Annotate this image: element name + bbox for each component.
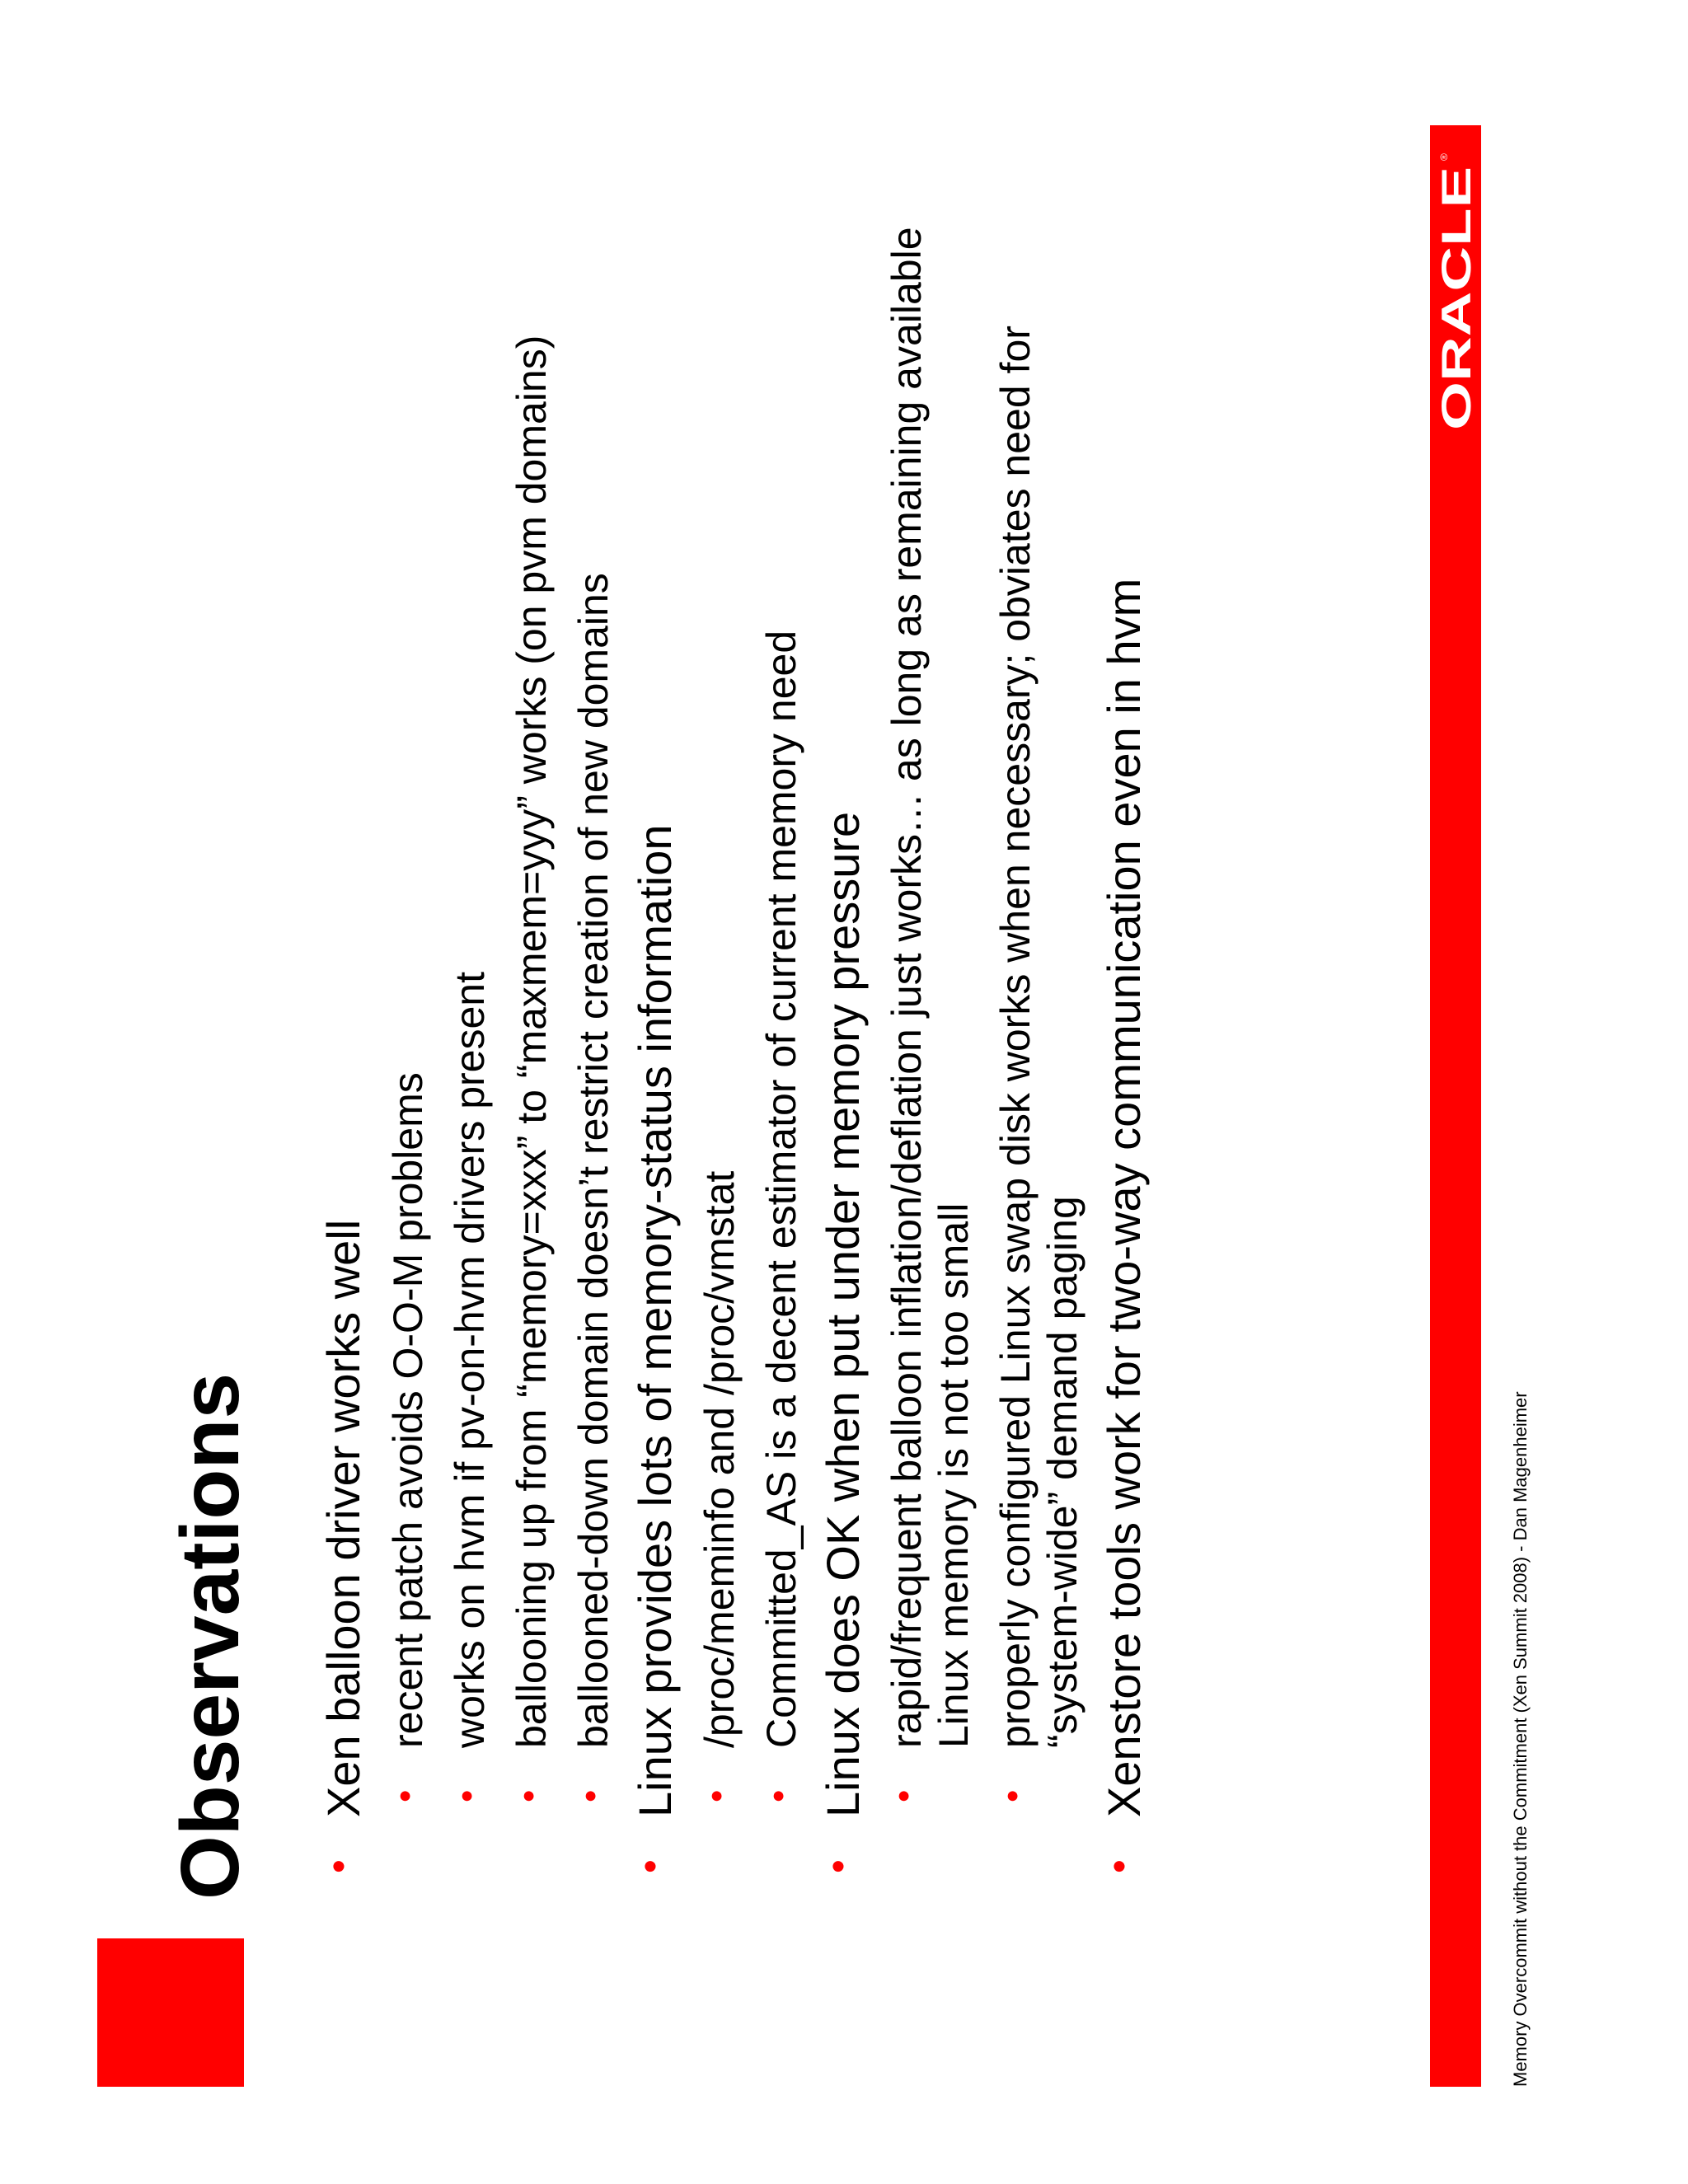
bullet-icon: • [570, 1789, 611, 1802]
sub-bullet-text: rapid/frequent balloon inflation/deflation just works… as long as remaining available Linux memory is not too small [884, 227, 978, 1748]
registered-mark-icon: ® [1438, 153, 1450, 161]
bullet-icon: • [816, 1859, 860, 1873]
oracle-logo-text: ORACLE [1433, 255, 1479, 430]
bullet-item [1098, 87, 1151, 1900]
sub-bullet-text: Committed_AS is a decent estimator of current memory need [757, 630, 804, 1748]
oracle-logo [1433, 146, 1479, 430]
bullet-text: Xenstore tools work for two-way communication even in hvm [1098, 578, 1151, 1817]
bullet-icon: • [884, 1789, 925, 1802]
bullet-text: Linux provides lots of memory-status information [628, 824, 681, 1817]
sub-bullet-text: recent patch avoids O-O-M problems [384, 1072, 431, 1748]
sub-bullet-item [570, 87, 617, 1900]
bullet-item [817, 87, 870, 1900]
sub-bullet-item [992, 223, 1086, 1900]
bullet-list [317, 87, 1151, 1900]
sub-bullet-text: /proc/meminfo and /proc/vmstat [696, 1170, 743, 1748]
sub-bullet-text: ballooned-down domain doesn’t restrict creation of new domains [570, 573, 617, 1748]
sub-bullet-text: properly configured Linux swap disk works when necessary; obviates need for “system-wide” demand paging [992, 326, 1086, 1748]
bullet-icon: • [992, 1789, 1034, 1802]
bullet-icon: • [317, 1859, 361, 1873]
bullet-text: Linux does OK when put under memory pressure [816, 811, 869, 1817]
sub-bullet-item [509, 223, 556, 1900]
sub-bullet-item [884, 223, 978, 1900]
bullet-icon: • [508, 1789, 549, 1802]
bullet-icon: • [757, 1789, 799, 1802]
bullet-icon: • [1098, 1859, 1142, 1873]
bullet-item [629, 87, 682, 1900]
bullet-item [317, 87, 370, 1900]
bullet-text: Xen balloon driver works well [317, 1219, 369, 1817]
footer-text: Memory Overcommit without the Commitment (Xen Summit 2008) - Dan Magenheimer [1510, 1391, 1531, 2087]
sub-bullet-text: works on hvm if pv-on-hvm drivers present [446, 972, 493, 1748]
sub-bullet-item [758, 87, 805, 1900]
bullet-icon: • [384, 1789, 425, 1802]
slide-title: Observations [164, 1372, 256, 1900]
bullet-icon: • [696, 1789, 737, 1802]
bullet-icon: • [628, 1859, 673, 1873]
sub-bullet-item [447, 87, 494, 1900]
sub-bullet-item [696, 87, 743, 1900]
bullet-icon: • [446, 1789, 487, 1802]
sub-bullet-item [385, 87, 432, 1900]
red-square-decoration [97, 1938, 244, 2087]
sub-bullet-text: ballooning up from “memory=xxx” to “maxmem=yyy” works (on pvm domains) [508, 335, 555, 1748]
